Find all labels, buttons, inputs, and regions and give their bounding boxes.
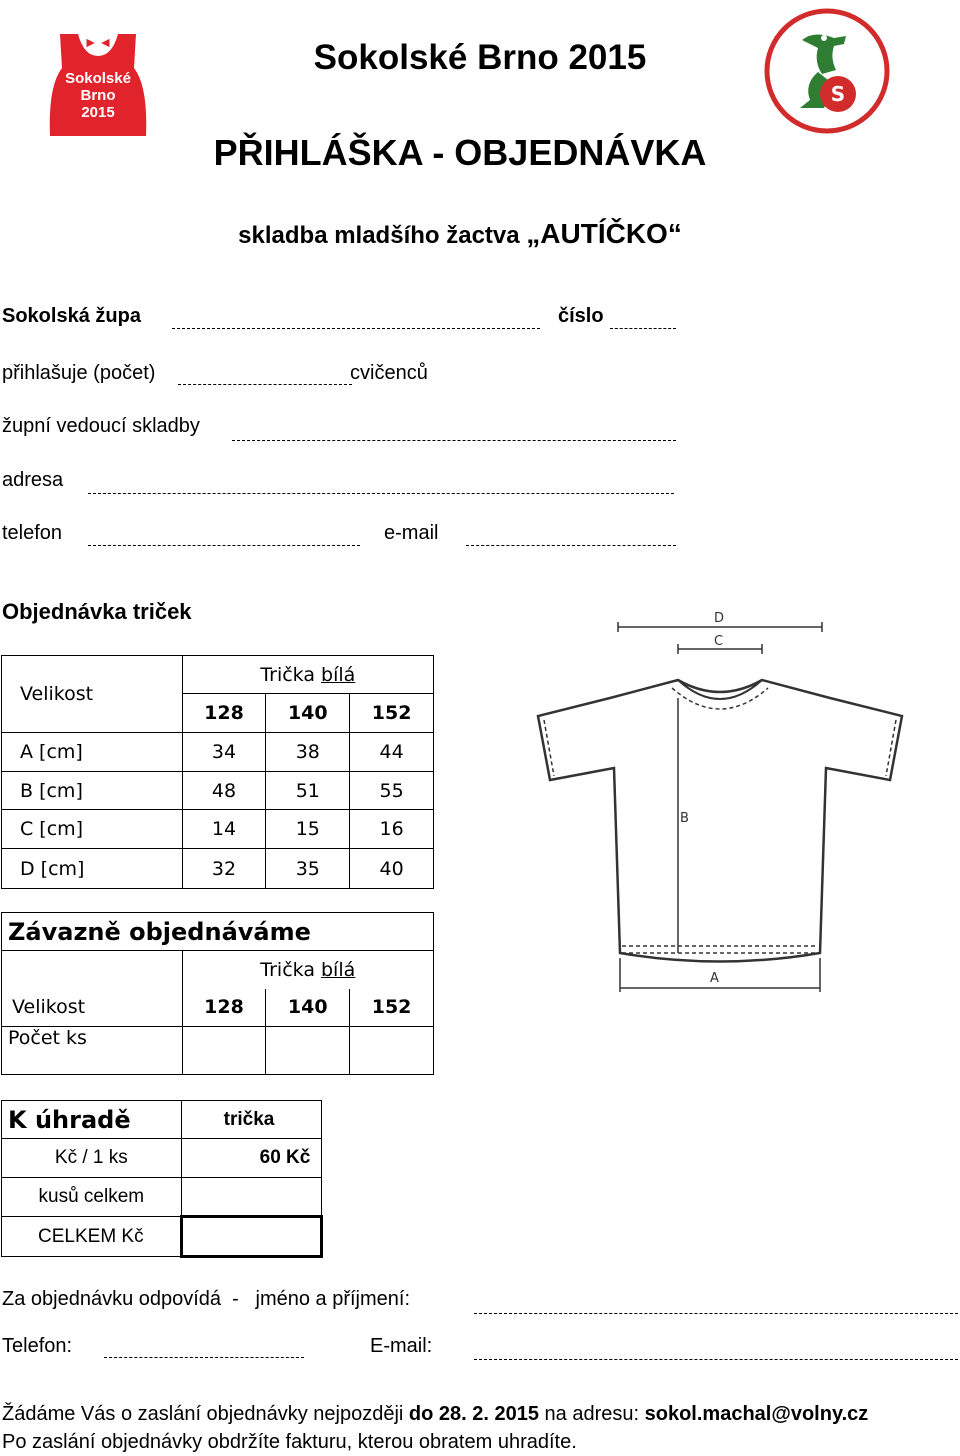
binding-shirt-header — [182, 951, 433, 989]
pieces-input[interactable] — [181, 1178, 321, 1217]
table-cell: 51 — [266, 772, 350, 810]
table-cell: 44 — [350, 733, 434, 772]
subtitle-prefix: skladba mladšího žactva — [238, 222, 527, 249]
diagram-label-d: D — [714, 611, 725, 626]
binding-shirt-prefix: Trička — [260, 958, 321, 981]
adresa-field[interactable] — [88, 493, 674, 494]
crocodile-icon — [764, 8, 890, 134]
row-label-c: C [cm] — [2, 810, 183, 849]
responsible-email-field[interactable] — [474, 1359, 958, 1360]
responsible-phone-field[interactable] — [104, 1357, 304, 1358]
size-header: Velikost — [2, 656, 183, 733]
logo-text-line-2: Brno — [80, 87, 116, 104]
page-title: Sokolské Brno 2015 — [313, 38, 647, 77]
shirt-prefix: Trička — [260, 663, 322, 686]
telefon-field[interactable] — [88, 545, 360, 546]
footer-mid: na adresu: — [539, 1403, 645, 1425]
count-label — [2, 1027, 183, 1075]
footer-line-1 — [2, 1403, 868, 1426]
count-140-input[interactable] — [266, 1027, 350, 1075]
price-value: 60 Kč — [181, 1139, 321, 1178]
logo-text-line-3: 2015 — [81, 104, 115, 121]
table-cell: 48 — [182, 772, 266, 810]
diagram-label-c: C — [714, 634, 724, 649]
diagram-label-b: B — [680, 811, 689, 826]
subtitle — [150, 218, 770, 250]
shirt-color-header — [182, 656, 433, 694]
payment-col-label: trička — [181, 1101, 321, 1139]
footer-prefix: Žádáme Vás o zaslání objednávky nejpozději — [2, 1403, 409, 1425]
responsible-phone-label: Telefon: — [2, 1335, 73, 1357]
crocodile-badge-logo — [764, 8, 890, 134]
payment-table — [1, 1100, 323, 1258]
vedouci-label: župní vedoucí skladby — [2, 415, 200, 437]
row-label-a: A [cm] — [2, 733, 183, 772]
cislo-field[interactable] — [610, 328, 676, 329]
responsible-email-label: E-mail: — [370, 1335, 433, 1357]
pocet-field[interactable] — [178, 384, 352, 385]
zupa-label: Sokolská župa — [2, 305, 141, 327]
binding-size-128: 128 — [182, 989, 266, 1027]
svg-text:S: S — [830, 82, 846, 106]
total-label: CELKEM Kč — [2, 1217, 182, 1257]
table-cell: 14 — [182, 810, 266, 849]
responsible-label: Za objednávku odpovídá - jméno a příjmení: — [2, 1288, 411, 1310]
cislo-label: číslo — [558, 305, 604, 327]
size-table — [1, 655, 434, 889]
binding-size-label: Velikost — [2, 989, 183, 1027]
binding-size-140: 140 — [266, 989, 350, 1027]
cvicencu-label: cvičenců — [350, 362, 428, 384]
zupa-field[interactable] — [172, 328, 540, 329]
table-cell: 55 — [350, 772, 434, 810]
table-cell: 38 — [266, 733, 350, 772]
payment-heading: K úhradě — [2, 1101, 182, 1139]
binding-order-table — [1, 912, 434, 1075]
tshirt-size-diagram — [530, 608, 910, 1008]
row-label-d: D [cm] — [2, 849, 183, 889]
footer-deadline: do 28. 2. 2015 — [408, 1403, 539, 1425]
count-152-input[interactable] — [350, 1027, 434, 1075]
size-152: 152 — [350, 694, 434, 733]
binding-shirt-color: bílá — [321, 958, 356, 981]
size-128: 128 — [182, 694, 266, 733]
email-field[interactable] — [466, 545, 676, 546]
blank-cell — [2, 951, 183, 989]
footer-line-2: Po zaslání objednávky obdržíte fakturu, kterou obratem uhradíte. — [2, 1431, 577, 1453]
table-cell: 34 — [182, 733, 266, 772]
logo-text-line-1: Sokolské — [65, 70, 131, 87]
table-cell: 32 — [182, 849, 266, 889]
name-field[interactable] — [474, 1313, 958, 1314]
count-label-text: Počet ks — [8, 1027, 87, 1049]
order-heading: Objednávka triček — [2, 599, 192, 624]
tshirt-icon — [530, 608, 910, 1008]
size-140: 140 — [266, 694, 350, 733]
total-input[interactable] — [181, 1217, 321, 1257]
table-cell: 40 — [350, 849, 434, 889]
binding-size-152: 152 — [350, 989, 434, 1027]
subtitle-name: „AUTÍČKO“ — [526, 218, 682, 249]
form-title: PŘIHLÁŠKA - OBJEDNÁVKA — [213, 132, 707, 173]
pieces-label: kusů celkem — [2, 1178, 182, 1217]
footer-email-link[interactable]: sokol.machal@volny.cz — [644, 1403, 869, 1425]
email-label: e-mail — [384, 522, 439, 544]
price-label: Kč / 1 ks — [2, 1139, 182, 1178]
prihlasuje-label: přihlašuje (počet) — [2, 362, 156, 384]
binding-heading: Závazně objednáváme — [2, 913, 434, 951]
vedouci-field[interactable] — [232, 440, 676, 441]
shirt-color: bílá — [321, 663, 356, 686]
table-cell: 15 — [266, 810, 350, 849]
count-128-input[interactable] — [182, 1027, 266, 1075]
row-label-b: B [cm] — [2, 772, 183, 810]
adresa-label: adresa — [2, 469, 64, 491]
table-cell: 16 — [350, 810, 434, 849]
sokolske-brno-logo — [46, 28, 150, 140]
diagram-label-a: A — [710, 971, 719, 986]
telefon-label: telefon — [2, 522, 63, 544]
table-cell: 35 — [266, 849, 350, 889]
